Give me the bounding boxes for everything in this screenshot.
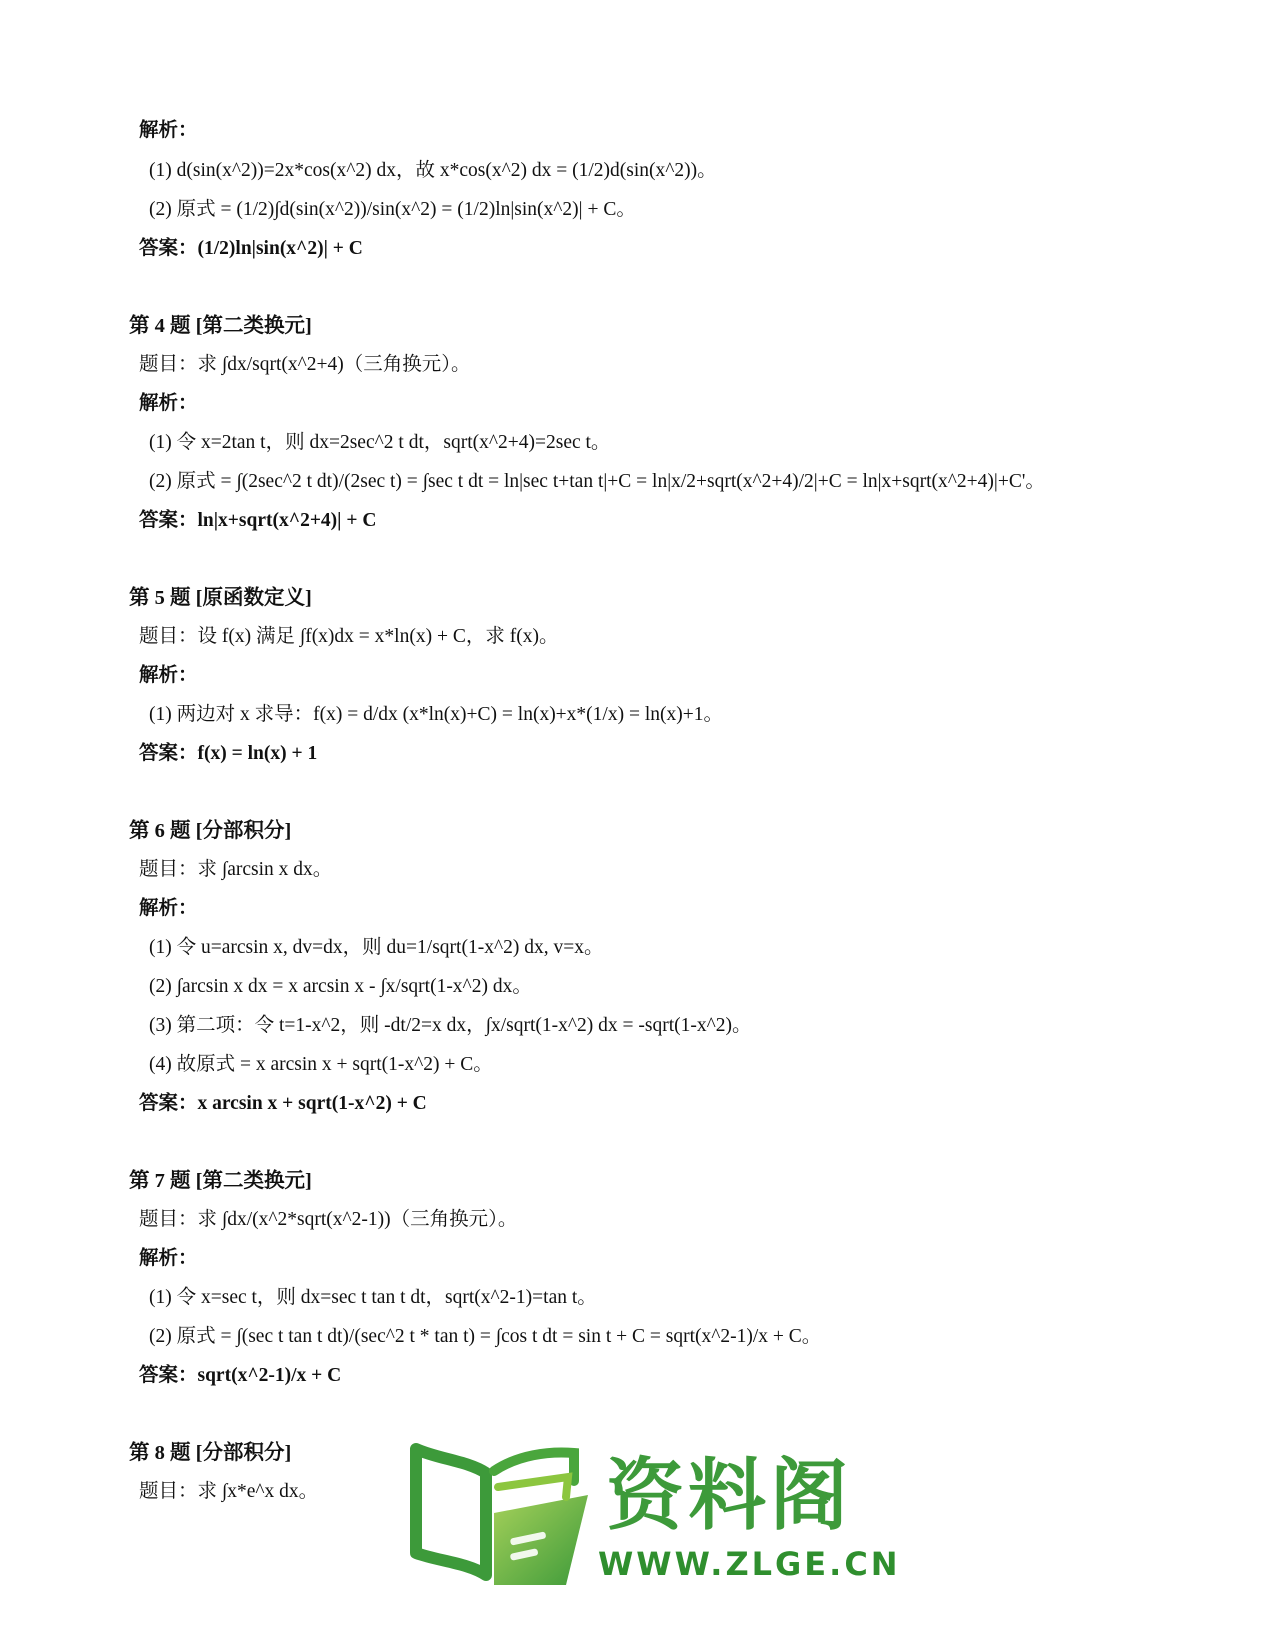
section-label: 解析： bbox=[139, 120, 198, 141]
body-line: (4) 故原式 = x arcsin x + sqrt(1-x^2) + C。 bbox=[149, 1054, 493, 1075]
watermark-url: WWW.ZLGE.CN bbox=[598, 1545, 901, 1583]
section-label: 答案：sqrt(x^2-1)/x + C bbox=[139, 1365, 342, 1386]
body-line: (1) 令 u=arcsin x, dv=dx，则 du=1/sqrt(1-x^2) dx, v=x。 bbox=[149, 937, 604, 958]
body-line: (2) ∫arcsin x dx = x arcsin x - ∫x/sqrt(1-x^2) dx。 bbox=[149, 976, 532, 997]
body-line: (1) 令 x=sec t，则 dx=sec t tan t dt，sqrt(x^2-1)=tan t。 bbox=[149, 1287, 597, 1308]
watermark-title: 资料阁 bbox=[606, 1451, 853, 1541]
body-line: 题目：求 ∫arcsin x dx。 bbox=[139, 859, 333, 880]
body-line: (2) 原式 = ∫(2sec^2 t dt)/(2sec t) = ∫sec t dt = ln|sec t+tan t|+C = ln|x/2+sqrt(x^2+4)/2|+C = ln|x+sqrt(x^2+4)|+C'。 bbox=[149, 471, 1045, 492]
watermark-logo bbox=[398, 1443, 901, 1593]
section-label: 答案：ln|x+sqrt(x^2+4)| + C bbox=[139, 510, 377, 531]
body-line: 题目：设 f(x) 满足 ∫f(x)dx = x*ln(x) + C，求 f(x)。 bbox=[139, 626, 559, 647]
section-label: 答案：x arcsin x + sqrt(1-x^2) + C bbox=[139, 1093, 427, 1114]
section-label: 答案：(1/2)ln|sin(x^2)| + C bbox=[139, 238, 363, 259]
section-label: 答案：f(x) = ln(x) + 1 bbox=[139, 743, 318, 764]
body-line: 题目：求 ∫dx/(x^2*sqrt(x^2-1))（三角换元）。 bbox=[139, 1209, 518, 1230]
section-label: 解析： bbox=[139, 665, 198, 686]
question-heading: 第 8 题 [分部积分] bbox=[129, 1442, 292, 1464]
section-label: 解析： bbox=[139, 393, 198, 414]
body-line: 题目：求 ∫x*e^x dx。 bbox=[139, 1481, 319, 1502]
question-heading: 第 6 题 [分部积分] bbox=[129, 820, 292, 842]
body-line: (3) 第二项：令 t=1-x^2，则 -dt/2=x dx，∫x/sqrt(1-x^2) dx = -sqrt(1-x^2)。 bbox=[149, 1015, 752, 1036]
body-line: (1) 令 x=2tan t，则 dx=2sec^2 t dt，sqrt(x^2+4)=2sec t。 bbox=[149, 432, 611, 453]
body-line: (2) 原式 = (1/2)∫d(sin(x^2))/sin(x^2) = (1/2)ln|sin(x^2)| + C。 bbox=[149, 199, 636, 220]
question-heading: 第 7 题 [第二类换元] bbox=[129, 1170, 312, 1192]
section-label: 解析： bbox=[139, 898, 198, 919]
body-line: (1) 两边对 x 求导：f(x) = d/dx (x*ln(x)+C) = ln(x)+x*(1/x) = ln(x)+1。 bbox=[149, 704, 723, 725]
question-heading: 第 5 题 [原函数定义] bbox=[129, 587, 312, 609]
question-heading: 第 4 题 [第二类换元] bbox=[129, 315, 312, 337]
section-label: 解析： bbox=[139, 1248, 198, 1269]
body-line: (1) d(sin(x^2))=2x*cos(x^2) dx，故 x*cos(x^2) dx = (1/2)d(sin(x^2))。 bbox=[149, 160, 717, 181]
open-book-icon bbox=[398, 1443, 598, 1593]
body-line: 题目：求 ∫dx/sqrt(x^2+4)（三角换元）。 bbox=[139, 354, 471, 375]
body-line: (2) 原式 = ∫(sec t tan t dt)/(sec^2 t * tan t) = ∫cos t dt = sin t + C = sqrt(x^2-1)/x + C。 bbox=[149, 1326, 822, 1347]
